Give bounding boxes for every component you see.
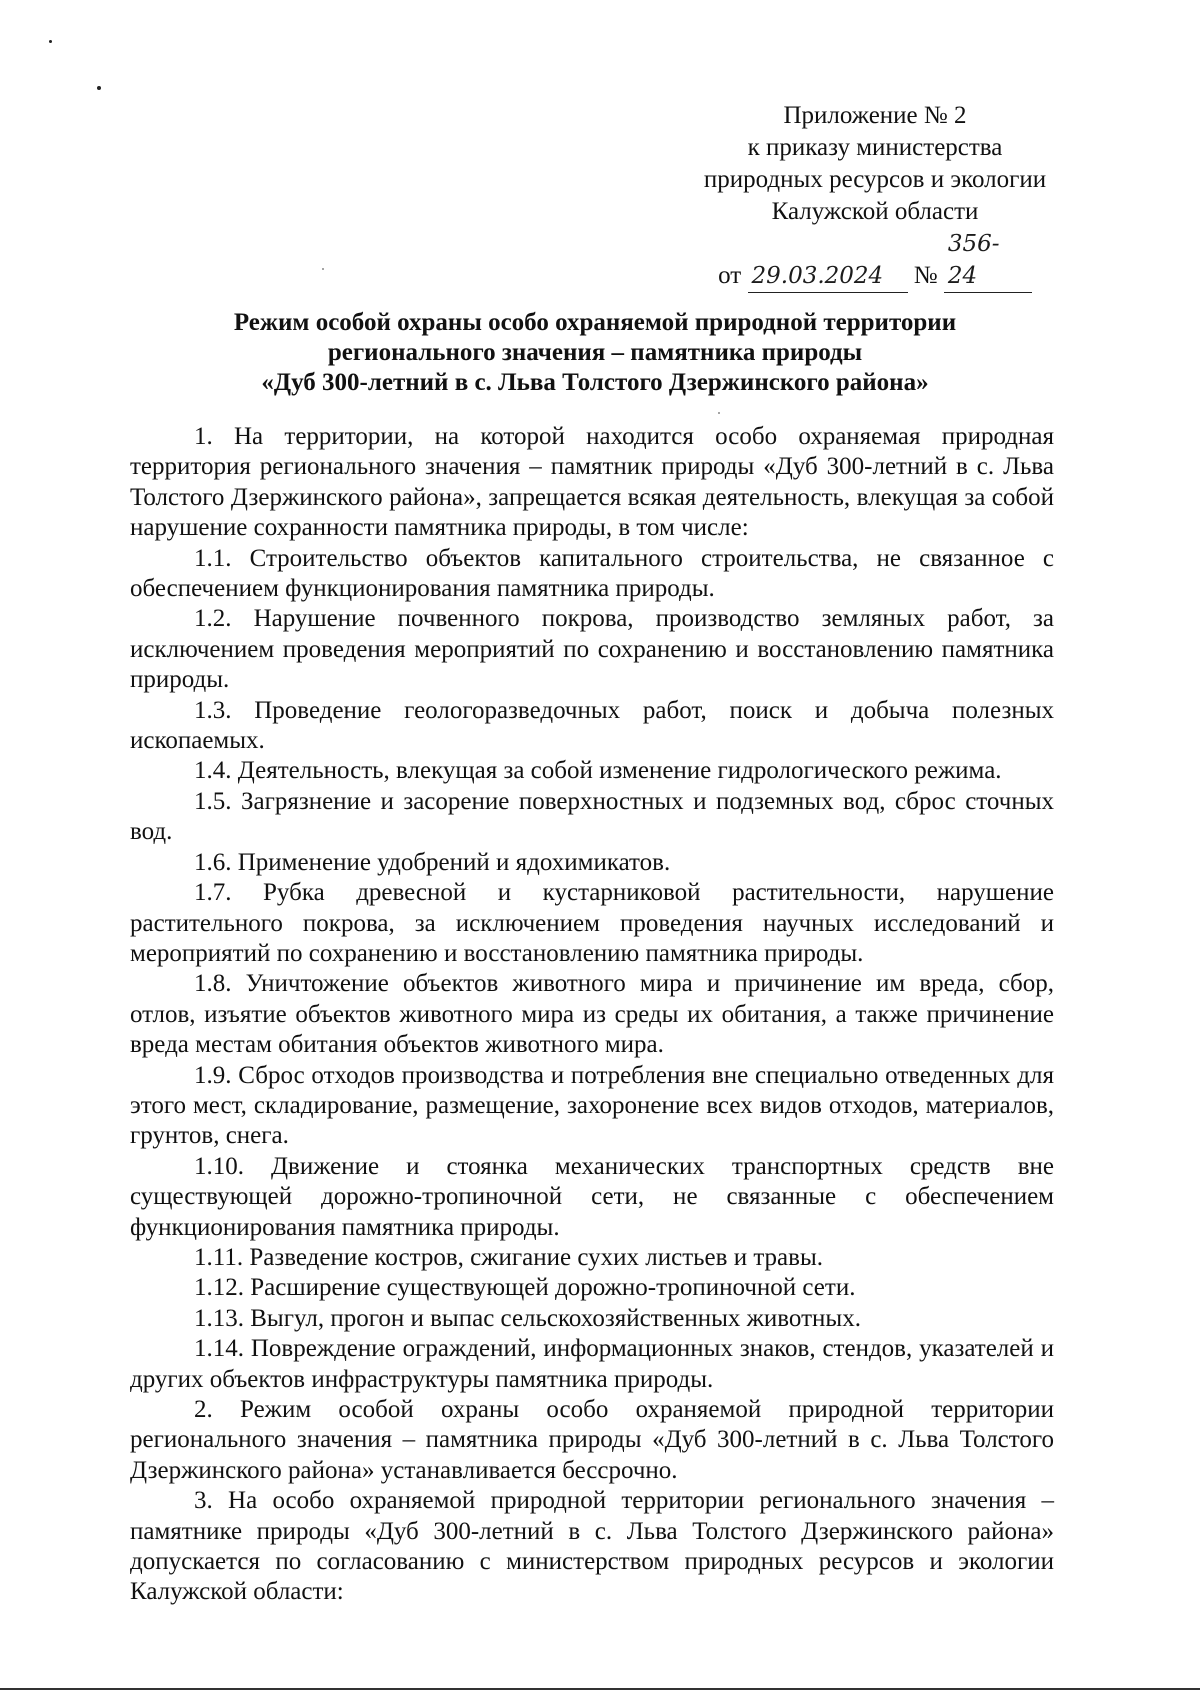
paragraph-1-14: 1.14. Повреждение ограждений, информационных знаков, стендов, указателей и других объектов инфраструктуры памятника природы. <box>130 1335 1054 1393</box>
handwritten-number: 356-24 <box>944 228 1032 293</box>
title-line-2: регионального значения – памятника природы <box>327 339 863 366</box>
paragraph-1-1: 1.1. Строительство объектов капитального строительства, не связанное с обеспечением функционирования памятника природы. <box>130 544 1054 603</box>
paragraph-1-8: 1.8. Уничтожение объектов животного мира и причинение им вреда, сбор, отлов, изъятие объектов животного мира из среды их обитания, а также причинение вреда местам обитания объектов животного мира. <box>130 970 1054 1059</box>
paragraph-1-6: 1.6. Применение удобрений и ядохимикатов. <box>194 848 671 876</box>
paragraph-1: 1. На территории, на которой находится особо охраняемая природная территория регионального значения – памятник природы «Дуб 300-летний в с. Льва Толстого Дзержинского района», запрещается всякая деятельность, влекущая за собой нарушение сохранности памятника природы, в том числе: <box>130 423 1054 542</box>
paragraph-1-11: 1.11. Разведение костров, сжигание сухих листьев и травы. <box>194 1243 824 1271</box>
paragraph-1-3: 1.3. Проведение геологоразведочных работ, поиск и добыча полезных ископаемых. <box>130 696 1054 755</box>
order-date-number-line <box>640 228 1110 293</box>
paragraph-1-10: 1.10. Движение и стоянка механических транспортных средств вне существующей дорожно-тропиночной сети, не связанные с обеспечением функционирования памятника природы. <box>130 1152 1054 1241</box>
paragraph-1-12: 1.12. Расширение существующей дорожно-тропиночной сети. <box>194 1274 856 1302</box>
paragraph-1-13: 1.13. Выгул, прогон и выпас сельскохозяйственных животных. <box>194 1304 861 1332</box>
paragraph-3: 3. На особо охраняемой природной территории регионального значения – памятнике природы «Дуб 300-летний в с. Льва Толстого Дзержинского района» допускается по согласованию с министерством природных ресурсов и экологии Калужской области: <box>130 1487 1054 1606</box>
handwritten-date: 29.03.2024 <box>748 260 908 293</box>
title-line-3: «Дуб 300-летний в с. Льва Толстого Дзержинского района» <box>261 369 929 396</box>
scan-speck <box>322 268 324 270</box>
paragraph-2: 2. Режим особой охраны особо охраняемой природной территории регионального значения – памятника природы «Дуб 300-летний в с. Льва Толстого Дзержинского района» устанавливается бессрочно. <box>130 1396 1054 1484</box>
appendix-region: Калужской области <box>771 198 979 225</box>
paragraph-1-9: 1.9. Сброс отходов производства и потребления вне специально отведенных для этого мест, складирование, размещение, захоронение всех видов отходов, материалов, грунтов, снега. <box>130 1061 1054 1150</box>
number-label: № <box>913 262 938 289</box>
appendix-number: Приложение № 2 <box>783 102 967 129</box>
paragraph-1-5: 1.5. Загрязнение и засорение поверхностных и подземных вод, сброс сточных вод. <box>130 787 1054 846</box>
page-bottom-edge <box>0 1688 1200 1690</box>
title-line-1: Режим особой охраны особо охраняемой природной территории <box>233 309 957 336</box>
appendix-order-ref: к приказу министерства <box>747 134 1003 161</box>
scan-speck <box>718 412 720 414</box>
paragraph-1-4: 1.4. Деятельность, влекущая за собой изменение гидрологического режима. <box>194 757 1002 785</box>
paragraph-1-7: 1.7. Рубка древесной и кустарниковой растительности, нарушение растительного покрова, за исключением проведения научных исследований и мероприятий по сохранению и восстановлению памятника природы. <box>130 879 1054 967</box>
paragraph-1-2: 1.2. Нарушение почвенного покрова, производство земляных работ, за исключением проведения мероприятий по сохранению и восстановлению памятника природы. <box>130 605 1054 694</box>
document-body <box>130 422 1054 1608</box>
appendix-header <box>640 100 1110 293</box>
scan-speck <box>97 86 101 90</box>
scan-speck <box>49 40 52 43</box>
document-title <box>130 308 1060 398</box>
appendix-ministry: природных ресурсов и экологии <box>703 166 1047 193</box>
from-label: от <box>718 262 742 289</box>
